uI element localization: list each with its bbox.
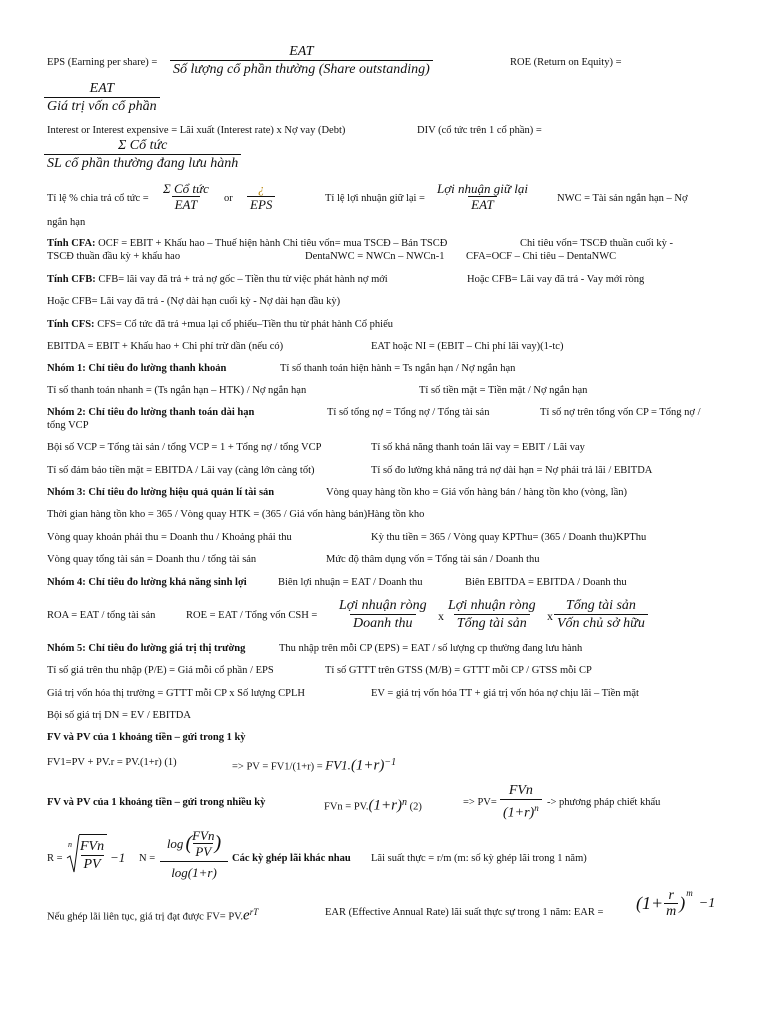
fvn-eq-paren: (1+r) <box>368 797 402 814</box>
cfa-capex: Chi tiêu vốn= TSCĐ thuần cuối kỳ - <box>520 238 674 249</box>
fvn-equation <box>324 796 422 814</box>
eps-label: EPS (Earning per share) = <box>47 57 158 68</box>
group3-receivable-turnover: Vòng quay khoản phải thu = Doanh thu / Khoảng phải thu <box>47 532 292 543</box>
r-numerator: FVn <box>80 839 105 854</box>
group3-asset-turnover: Vòng quay tổng tài sản = Doanh thu / tổng tài sản <box>47 554 257 565</box>
payout2-denominator: EPS <box>247 196 275 212</box>
root-bar <box>79 834 107 835</box>
or-text: or <box>224 193 233 204</box>
fv1-pv-fv: FV1. <box>325 757 351 773</box>
fvn-pv-fraction <box>500 782 542 822</box>
cfa-dnwc: DentaNWC = NWCn – NWCn-1 <box>305 251 445 262</box>
group1-cash-ratio: Tỉ số tiền mặt = Tiền mặt / Nợ ngắn hạn <box>419 385 588 396</box>
group4-roa: ROA = EAT / tổng tài sản <box>47 610 156 621</box>
payout2-fraction <box>247 181 275 212</box>
dupont-3-numerator: Tổng tài sản <box>565 598 636 613</box>
fvn-eq-number: (2) <box>409 801 422 813</box>
real-rate-text: Lãi suất thực = r/m (m: số kỳ ghép lãi trong 1 năm) <box>371 853 587 864</box>
ear-label: EAR (Effective Annual Rate) lãi suất thực sự trong 1 năm: EAR = <box>325 907 604 918</box>
div-denominator: SL cổ phần thường đang lưu hành <box>44 154 241 172</box>
cfa-formula: CFA=OCF – Chi tiêu – DentaNWC <box>466 251 617 262</box>
dupont-1-numerator: Lợi nhuận ròng <box>339 598 427 613</box>
group2-equity-multiplier: Bội số VCP = Tổng tài sản / tổng VCP = 1 + Tổng nợ / tổng VCP <box>47 442 322 453</box>
cfb-alt-2: Hoặc CFB= Lãi vay đã trả - (Nợ dài hạn cuối kỳ - Nợ dài hạn đầu kỳ) <box>47 296 341 307</box>
dupont-2-denominator: Tổng tài sản <box>454 614 530 632</box>
dupont-1-denominator: Doanh thu <box>350 614 416 632</box>
fv1-pv-paren: (1+r) <box>350 757 385 774</box>
group4-title: Nhóm 4: Chỉ tiêu đo lường khả năng sinh lợi <box>47 577 247 588</box>
r-root-index: n <box>68 840 72 849</box>
group3-capital-intensity: Mức độ thâm dụng vốn = Tổng tài sản / Doanh thu <box>326 554 540 565</box>
div-numerator: Σ Cổ tức <box>117 138 168 153</box>
group4-profit-margin: Biên lợi nhuận = EAT / Doanh thu <box>278 577 423 588</box>
r-label: R = <box>47 853 63 864</box>
fvn-eq-exponent: n <box>402 797 407 808</box>
n-log: log <box>166 835 184 851</box>
fvn-note: -> phương pháp chiết khấu <box>547 797 661 808</box>
multiply-sign-1: x <box>438 609 444 623</box>
ear-minus-one: −1 <box>698 895 716 911</box>
fvn-pv-label: => PV= <box>463 797 497 808</box>
group5-ev: EV = giá trị vốn hóa TT + giá trị vốn hóa nợ chịu lãi – Tiền mặt <box>371 688 639 699</box>
cfb-line-1 <box>47 273 388 286</box>
roe-fraction <box>44 80 160 115</box>
ebitda-formula: EBITDA = EBIT + Khấu hao + Chi phí trừ dần (nếu có) <box>47 341 284 352</box>
group2-debt-equity-cont: tổng VCP <box>47 420 89 431</box>
group5-ev-multiple: Bội số giá trị DN = EV / EBITDA <box>47 710 191 721</box>
n-label: N = <box>139 853 156 864</box>
group5-eps: Thu nhập trên mỗi CP (EPS) = EAT / số lượng cp thường đang lưu hành <box>279 643 583 654</box>
ear-paren-close: ) <box>679 893 686 913</box>
continuous-fv-label: Nếu ghép lãi liên tục, giá trị đạt được FV= PV. <box>47 911 244 923</box>
dupont-3-denominator: Vốn chủ sở hữu <box>554 614 648 632</box>
group3-title: Nhóm 3: Chỉ tiêu đo lường hiệu quả quản lí tài sản <box>47 487 275 498</box>
roe-label: ROE (Return on Equity) = <box>510 57 622 68</box>
n-inner-numerator: FVn <box>192 828 215 843</box>
group5-title: Nhóm 5: Chỉ tiêu đo lường giá trị thị trường <box>47 643 246 654</box>
continuous-fv-text <box>47 906 258 924</box>
n-inner-fraction <box>192 828 214 859</box>
cfb-formula: CFB= lãi vay đã trả + trả nợ gốc – Tiền thu từ việc phát hành nợ mới <box>98 274 388 285</box>
payout-numerator: Σ Cổ tức <box>163 181 209 196</box>
div-label: DIV (cổ tức trên 1 cổ phần) = <box>417 125 542 136</box>
group3-inventory-days: Thời gian hàng tồn kho = 365 / Vòng quay HTK = (365 / Giá vốn hàng bán)Hàng tồn kho <box>47 509 425 520</box>
group5-market-cap: Giá trị vốn hóa thị trường = GTTT mỗi CP x Số lượng CPLH <box>47 688 305 699</box>
roe-denominator: Giá trị vốn cổ phần <box>44 97 160 115</box>
retain-numerator: Lợi nhuận giữ lại <box>437 181 528 196</box>
cfs-title: Tính CFS: <box>47 319 95 330</box>
eps-numerator: EAT <box>289 44 314 59</box>
continuous-exponent: rT <box>249 907 259 917</box>
cfs-formula: CFS= Cổ tức đã trả +mua lại cổ phiếu–Tiền thu từ phát hành Cổ phiếu <box>97 319 393 330</box>
ear-exponent: m <box>686 888 693 898</box>
cfa-capex-cont: TSCĐ thuần đầu kỳ + khấu hao <box>47 251 181 262</box>
group4-ebitda-margin: Biên EBITDA = EBITDA / Doanh thu <box>465 577 627 588</box>
cfa-line-1 <box>47 237 447 250</box>
cfa-ocf: OCF = EBIT + Khấu hao – Thuế hiện hành Chi tiêu vốn= mua TSCĐ – Bán TSCĐ <box>98 238 448 249</box>
dupont-2-numerator: Lợi nhuận ròng <box>448 598 536 613</box>
nwc-formula-cont: ngắn hạn <box>47 217 86 228</box>
cfa-title: Tính CFA: <box>47 238 96 249</box>
retain-denominator: EAT <box>468 196 497 212</box>
n-denominator: log(1+r) <box>160 861 228 881</box>
fvn-pv-numerator: FVn <box>508 783 533 798</box>
ear-numerator: r <box>668 888 674 903</box>
fvn-title: FV và PV của 1 khoảng tiền – gửi trong nhiều kỳ <box>47 797 266 808</box>
ear-formula <box>636 888 715 919</box>
r-denominator: PV <box>81 855 104 873</box>
fvn-eq-text: FVn = PV. <box>324 801 369 813</box>
roe-numerator: EAT <box>89 81 115 96</box>
payout-fraction <box>160 181 212 212</box>
eps-fraction <box>170 43 433 78</box>
n-paren-open: ( <box>185 832 193 854</box>
ear-fraction <box>664 888 678 919</box>
group5-pe: Tỉ số giá trên thu nhập (P/E) = Giá mỗi cổ phần / EPS <box>47 665 274 676</box>
ear-denominator: m <box>666 904 677 919</box>
r-minus-one: −1 <box>110 850 126 865</box>
group2-long-debt: Tỉ số đo lường khả năng trả nợ dài hạn = Nợ phải trả lãi / EBITDA <box>371 465 653 476</box>
group2-debt-equity: Tỉ số nợ trên tổng vốn CP = Tổng nợ / <box>540 407 701 418</box>
group3-inventory-turnover: Vòng quay hàng tồn kho = Giá vốn hàng bán / hàng tồn kho (vòng, lần) <box>326 487 628 498</box>
payout-denominator: EAT <box>172 196 201 212</box>
n-inner-denominator: PV <box>195 844 212 859</box>
fv1-pv-equation <box>232 756 396 774</box>
fv1-title: FV và PV của 1 khoảng tiền – gửi trong 1 kỳ <box>47 732 246 743</box>
ear-paren-open: (1+ <box>636 893 664 913</box>
group1-quick-ratio: Tỉ số thanh toán nhanh = (Ts ngắn hạn – HTK) / Nợ ngắn hạn <box>47 385 307 396</box>
r-fraction <box>77 838 107 873</box>
payout2-numerator: ¿ <box>257 181 265 196</box>
dupont-fraction-2 <box>445 597 539 632</box>
n-formula <box>160 828 228 881</box>
interest-formula: Interest or Interest expensive = Lãi xuất (Interest rate) x Nợ vay (Debt) <box>47 125 346 136</box>
fvn-pv-denominator: $(1+r)^n$ <box>500 799 542 822</box>
retain-fraction <box>434 181 531 212</box>
group4-roe: ROE = EAT / Tổng vốn CSH = <box>186 610 318 621</box>
cfb-alt-1: Hoặc CFB= Lãi vay đã trả - Vay mới ròng <box>467 274 645 285</box>
payout-label: Tỉ lệ % chia trả cổ tức = <box>47 193 149 204</box>
fv1-equation: FV1=PV + PV.r = PV.(1+r) (1) <box>47 757 177 768</box>
group2-title: Nhóm 2: Chỉ tiêu đo lường thanh toán dài hạn <box>47 407 255 418</box>
fv1-pv-exponent: −1 <box>384 757 397 768</box>
dupont-fraction-1 <box>336 597 430 632</box>
group2-interest-coverage: Tỉ số khả năng thanh toán lãi vay = EBIT / Lãi vay <box>371 442 585 453</box>
cfs-line <box>47 318 393 331</box>
eat-formula: EAT hoặc NI = (EBIT – Chi phí lãi vay)(1-tc) <box>371 341 564 352</box>
fv1-pv-text: => PV = FV1/(1+r) = <box>232 761 323 773</box>
continuous-e: e <box>243 907 250 924</box>
group5-mb: Tỉ số GTTT trên GTSS (M/B) = GTTT mỗi CP / GTSS mỗi CP <box>325 665 592 676</box>
group2-debt-ratio: Tỉ số tổng nợ = Tổng nợ / Tổng tài sản <box>327 407 490 418</box>
multiply-sign-2: x <box>547 609 553 623</box>
group3-collection-period: Kỳ thu tiền = 365 / Vòng quay KPThu= (365 / Doanh thu)KPThu <box>371 532 647 543</box>
eps-denominator: Số lượng cổ phần thường (Share outstanding) <box>170 60 433 78</box>
nwc-formula: NWC = Tài sản ngắn hạn – Nợ <box>557 193 688 204</box>
group1-current-ratio: Tỉ số thanh toán hiện hành = Ts ngắn hạn / Nợ ngắn hạn <box>280 363 516 374</box>
div-fraction <box>44 137 241 172</box>
dupont-fraction-3 <box>554 597 648 632</box>
group2-cash-coverage: Tỉ số đảm bảo tiền mặt = EBITDA / Lãi vay (càng lớn càng tốt) <box>47 465 315 476</box>
retain-label: Tỉ lệ lợi nhuận giữ lại = <box>325 193 425 204</box>
n-paren-close: ) <box>214 832 222 854</box>
compounding-title: Các kỳ ghép lãi khác nhau <box>232 853 351 864</box>
group1-title: Nhóm 1: Chỉ tiêu đo lường thanh khoản <box>47 363 227 374</box>
cfb-title: Tính CFB: <box>47 274 96 285</box>
